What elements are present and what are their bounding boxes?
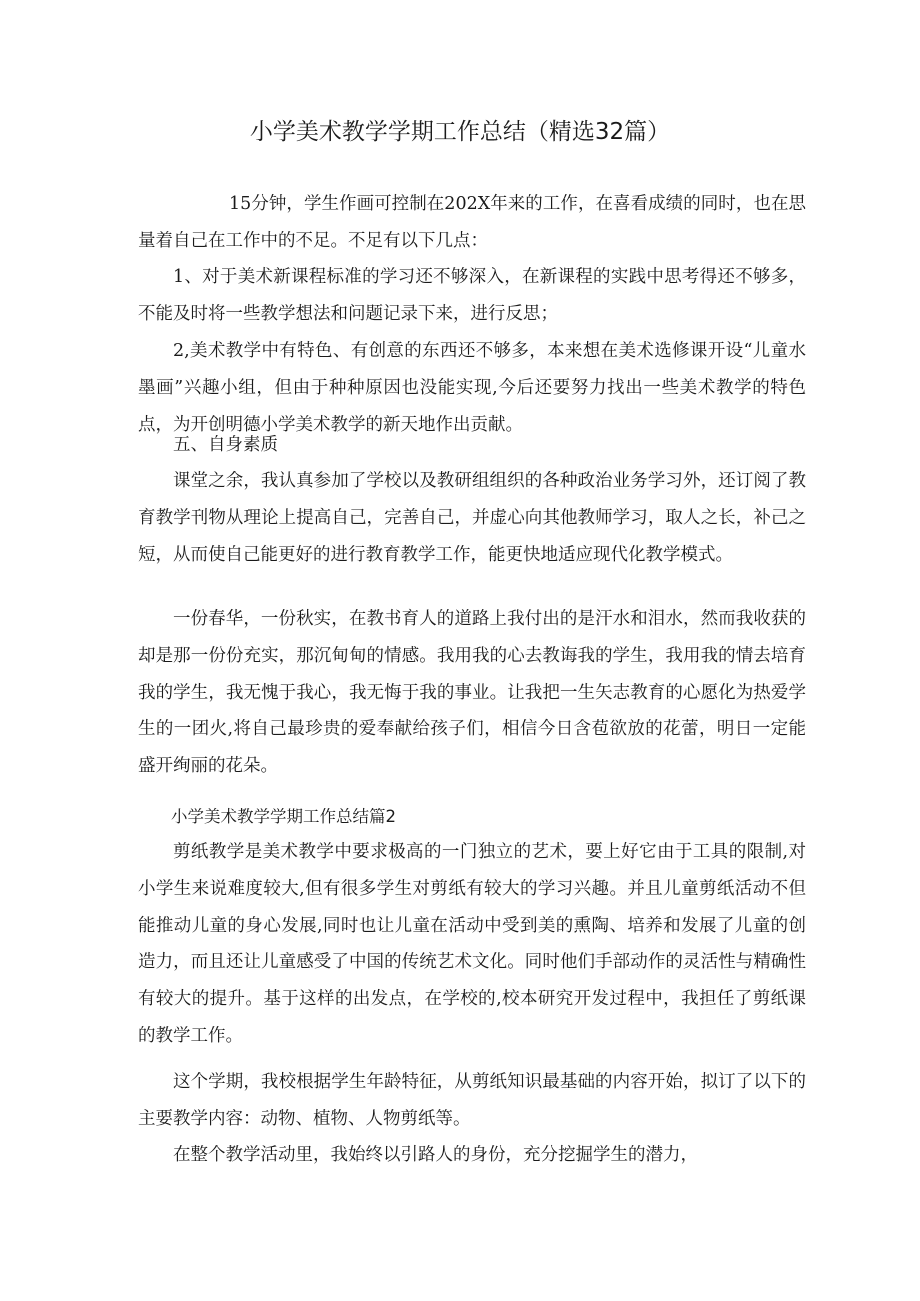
paragraph-papercut-intro: 剪纸教学是美术教学中要求极高的一门独立的艺术，要上好它由于工具的限制,对小学生来说难度较大,但有很多学生对剪纸有较大的学习兴趣。并且儿童剪纸活动不但能推动儿童的身心发展,同时也让儿童在活动中受到美的熏陶、培养和发展了儿童的创造力，而且还让儿童感受了中国的传统艺术文化。同时他们手部动作的灵活性与精确性有较大的提升。基于这样的出发点，在学校的,校本研究开发过程中，我担任了剪纸课的教学工作。: [138, 842, 806, 1046]
document-title: 小学美术教学学期工作总结（精选32篇）: [249, 119, 671, 145]
paragraph-reflection: 一份春华，一份秋实，在教书育人的道路上我付出的是汗水和泪水，然而我收获的却是那一份份充实，那沉甸甸的情感。我用我的心去教诲我的学生，我用我的情去培育我的学生，我无愧于我心，我无悔于我的事业。让我把一生矢志教育的心愿化为热爱学生的一团火,将自己最珍贵的爱奉献给孩子们，相信今日含苞欲放的花蕾，明日一定能盛开绚丽的花朵。: [138, 609, 806, 777]
paragraph-intro: 15分钟，学生作画可控制在202X年来的工作，在喜看成绩的同时，也在思量着自己在工作中的不足。不足有以下几点：: [138, 194, 806, 251]
paragraph-teaching-role: 在整个教学活动里，我始终以引路人的身份，充分挖掘学生的潜力，: [173, 1145, 698, 1165]
paragraph-point-1: 1、对于美术新课程标准的学习还不够深入，在新课程的实践中思考得还不够多，不能及时将一些教学想法和问题记录下来，进行反思；: [138, 267, 806, 324]
paragraph-semester-content: 这个学期，我校根据学生年龄特征，从剪纸知识最基础的内容开始，拟订了以下的主要教学内容：动物、植物、人物剪纸等。: [138, 1072, 806, 1129]
article-2-heading: 小学美术教学学期工作总结篇2: [171, 807, 396, 826]
paragraph-self-quality: 课堂之余，我认真参加了学校以及教研组组织的各种政治业务学习外，还订阅了教育教学刊物从理论上提高自己，完善自己，并虚心向其他教师学习，取人之长，补己之短，从而使自己能更好的进行教育教学工作，能更快地适应现代化教学模式。: [138, 471, 806, 565]
section-heading-self-quality: 五、自身素质: [173, 435, 278, 455]
paragraph-point-2: 2,美术教学中有特色、有创意的东西还不够多，本来想在美术选修课开设“儿童水墨画”兴趣小组，但由于种种原因也没能实现,今后还要努力找出一些美术教学的特色点，为开创明德小学美术教学的新天地作出贡献。: [138, 341, 806, 435]
